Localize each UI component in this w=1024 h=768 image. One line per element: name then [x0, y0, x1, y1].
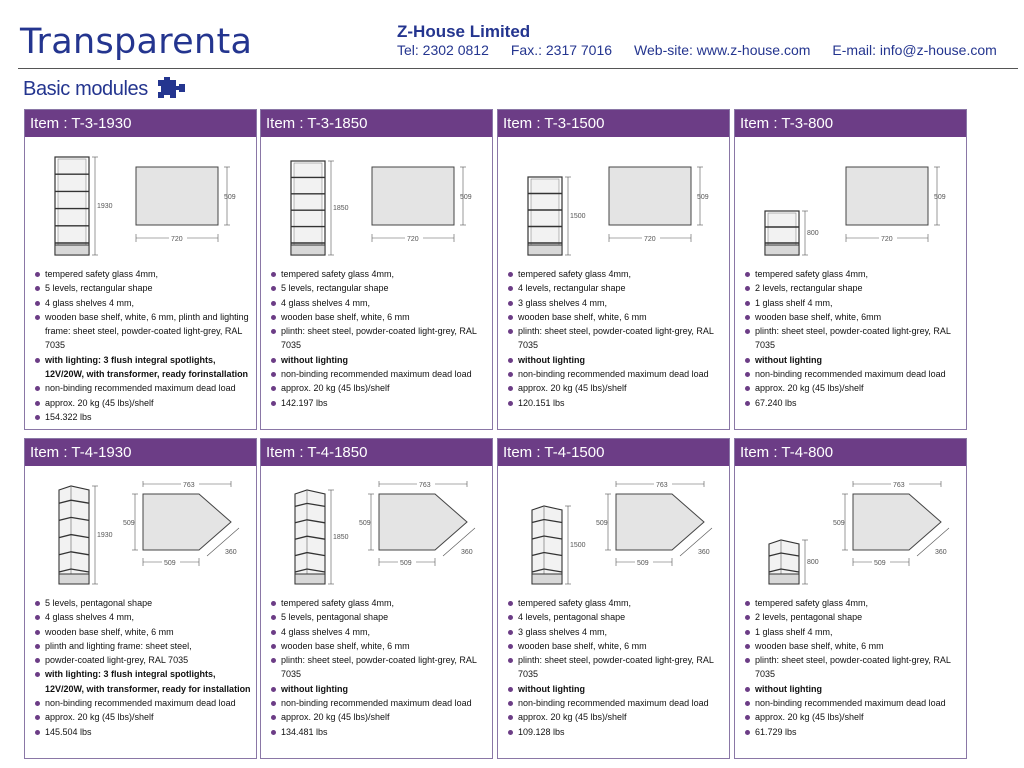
section-title: Basic modules — [23, 78, 148, 100]
spec-item: tempered safety glass 4mm, — [271, 267, 488, 281]
spec-item: approx. 20 kg (45 lbs)/shelf — [508, 710, 725, 724]
spec-item: 154.322 lbs — [35, 410, 252, 424]
depth-label: 509 — [934, 194, 946, 201]
technical-drawing — [25, 466, 258, 596]
product-drawing — [498, 466, 729, 596]
spec-item: 5 levels, pentagonal shape — [35, 596, 252, 610]
product-drawing — [498, 137, 729, 267]
top-width-label: 763 — [183, 482, 195, 489]
spec-item: 67.240 lbs — [745, 396, 962, 410]
width-label: 720 — [407, 236, 419, 243]
spec-item: non-binding recommended maximum dead load — [271, 696, 488, 710]
height-label: 1850 — [333, 534, 349, 541]
technical-drawing — [735, 137, 968, 267]
spec-item: approx. 20 kg (45 lbs)/shelf — [745, 710, 962, 724]
email-link[interactable]: E-mail: info@z-house.com — [832, 42, 997, 58]
spec-item: approx. 20 kg (45 lbs)/shelf — [745, 381, 962, 395]
base-width-label: 509 — [637, 560, 649, 567]
technical-drawing — [261, 137, 494, 267]
spec-item: tempered safety glass 4mm, — [745, 267, 962, 281]
height-label: 1930 — [97, 532, 113, 539]
spec-list — [261, 267, 492, 410]
card-title: Item : T-3-1500 — [498, 110, 729, 137]
product-card — [24, 438, 257, 759]
product-drawing — [25, 137, 256, 267]
spec-item: tempered safety glass 4mm, — [508, 267, 725, 281]
spec-item: plinth: sheet steel, powder-coated light-grey, RAL 7035 — [745, 653, 962, 682]
height-label: 800 — [807, 559, 819, 566]
spec-item: with lighting: 3 flush integral spotlights, 12V/20W, with transformer, ready forinstallation — [35, 353, 252, 382]
product-card — [497, 438, 730, 759]
technical-drawing — [498, 137, 731, 267]
height-label: 800 — [807, 230, 819, 237]
product-drawing — [25, 466, 256, 596]
spec-item: approx. 20 kg (45 lbs)/shelf — [271, 710, 488, 724]
spec-item: 1 glass shelf 4 mm, — [745, 625, 962, 639]
spec-item: 142.197 lbs — [271, 396, 488, 410]
company-name: Z-House Limited — [397, 22, 531, 41]
spec-item: powder-coated light-grey, RAL 7035 — [35, 653, 252, 667]
spec-item: wooden base shelf, white, 6 mm — [508, 310, 725, 324]
spec-item: 109.128 lbs — [508, 725, 725, 739]
height-label: 1850 — [333, 205, 349, 212]
card-title: Item : T-4-1850 — [261, 439, 492, 466]
product-drawing — [261, 137, 492, 267]
spec-item: wooden base shelf, white, 6 mm — [271, 639, 488, 653]
spec-item: 4 glass shelves 4 mm, — [35, 296, 252, 310]
spec-item: without lighting — [271, 682, 488, 696]
spec-list — [498, 596, 729, 739]
depth-label: 509 — [123, 520, 135, 527]
width-label: 720 — [644, 236, 656, 243]
spec-list — [261, 596, 492, 739]
spec-item: plinth and lighting frame: sheet steel, — [35, 639, 252, 653]
top-width-label: 763 — [419, 482, 431, 489]
diagonal-label: 360 — [935, 549, 947, 556]
product-card — [24, 109, 257, 430]
height-label: 1500 — [570, 542, 586, 549]
spec-item: without lighting — [745, 682, 962, 696]
spec-item: plinth: sheet steel, powder-coated light-grey, RAL 7035 — [271, 653, 488, 682]
spec-item: approx. 20 kg (45 lbs)/shelf — [508, 381, 725, 395]
spec-item: 5 levels, pentagonal shape — [271, 610, 488, 624]
puzzle-icon — [156, 77, 186, 101]
spec-item: without lighting — [508, 353, 725, 367]
spec-item: 1 glass shelf 4 mm, — [745, 296, 962, 310]
website-link[interactable]: Web-site: www.z-house.com — [634, 42, 811, 58]
spec-item: tempered safety glass 4mm, — [35, 267, 252, 281]
spec-item: plinth: sheet steel, powder-coated light-grey, RAL 7035 — [508, 653, 725, 682]
technical-drawing — [498, 466, 731, 596]
spec-item: 5 levels, rectangular shape — [271, 281, 488, 295]
product-drawing — [735, 137, 966, 267]
spec-item: plinth: sheet steel, powder-coated light-grey, RAL 7035 — [508, 324, 725, 353]
spec-item: wooden base shelf, white, 6 mm — [508, 639, 725, 653]
base-width-label: 509 — [400, 560, 412, 567]
spec-list — [735, 267, 966, 410]
card-title: Item : T-3-1930 — [25, 110, 256, 137]
spec-item: 4 glass shelves 4 mm, — [271, 296, 488, 310]
spec-item: with lighting: 3 flush integral spotlights, 12V/20W, with transformer, ready for installation — [35, 667, 252, 696]
depth-label: 509 — [359, 520, 371, 527]
brand-logo-text: Transparenta — [20, 22, 253, 62]
top-width-label: 763 — [893, 482, 905, 489]
product-card — [734, 438, 967, 759]
spec-item: approx. 20 kg (45 lbs)/shelf — [271, 381, 488, 395]
spec-item: non-binding recommended maximum dead load — [508, 696, 725, 710]
top-width-label: 763 — [656, 482, 668, 489]
diagonal-label: 360 — [698, 549, 710, 556]
spec-item: approx. 20 kg (45 lbs)/shelf — [35, 710, 252, 724]
technical-drawing — [25, 137, 258, 267]
spec-item: 4 glass shelves 4 mm, — [271, 625, 488, 639]
spec-item: non-binding recommended maximum dead load — [35, 381, 252, 395]
spec-item: 145.504 lbs — [35, 725, 252, 739]
contact-line — [397, 42, 997, 58]
spec-item: plinth: sheet steel, powder-coated light-grey, RAL 7035 — [271, 324, 488, 353]
width-label: 720 — [881, 236, 893, 243]
spec-item: plinth: sheet steel, powder-coated light-grey, RAL 7035 — [745, 324, 962, 353]
height-label: 1930 — [97, 203, 113, 210]
depth-label: 509 — [460, 194, 472, 201]
base-width-label: 509 — [164, 560, 176, 567]
spec-item: tempered safety glass 4mm, — [271, 596, 488, 610]
product-card — [260, 438, 493, 759]
spec-item: tempered safety glass 4mm, — [508, 596, 725, 610]
card-title: Item : T-4-1930 — [25, 439, 256, 466]
product-drawing — [261, 466, 492, 596]
spec-item: non-binding recommended maximum dead load — [271, 367, 488, 381]
diagonal-label: 360 — [225, 549, 237, 556]
spec-item: without lighting — [508, 682, 725, 696]
card-title: Item : T-3-800 — [735, 110, 966, 137]
spec-item: non-binding recommended maximum dead load — [745, 367, 962, 381]
depth-label: 509 — [224, 194, 236, 201]
card-title: Item : T-3-1850 — [261, 110, 492, 137]
product-drawing — [735, 466, 966, 596]
spec-list — [25, 596, 256, 739]
spec-item: wooden base shelf, white, 6 mm — [745, 639, 962, 653]
spec-list — [498, 267, 729, 410]
spec-item: wooden base shelf, white, 6mm — [745, 310, 962, 324]
card-title: Item : T-4-800 — [735, 439, 966, 466]
spec-item: wooden base shelf, white, 6 mm, plinth and lighting frame: sheet steel, powder-coated light-grey, RAL 7035 — [35, 310, 252, 353]
width-label: 720 — [171, 236, 183, 243]
spec-item: 120.151 lbs — [508, 396, 725, 410]
product-card — [497, 109, 730, 430]
spec-item: tempered safety glass 4mm, — [745, 596, 962, 610]
fax-text: Fax.: 2317 7016 — [510, 42, 613, 58]
technical-drawing — [735, 466, 968, 596]
spec-item: without lighting — [745, 353, 962, 367]
spec-item: non-binding recommended maximum dead load — [508, 367, 725, 381]
spec-item: 4 glass shelves 4 mm, — [35, 610, 252, 624]
header-divider — [18, 68, 1018, 69]
spec-item: 134.481 lbs — [271, 725, 488, 739]
spec-item: wooden base shelf, white, 6 mm — [35, 625, 252, 639]
spec-item: approx. 20 kg (45 lbs)/shelf — [35, 396, 252, 410]
spec-list — [735, 596, 966, 739]
tel-text: Tel: 2302 0812 — [397, 42, 489, 58]
depth-label: 509 — [697, 194, 709, 201]
spec-item: 3 glass shelves 4 mm, — [508, 625, 725, 639]
depth-label: 509 — [833, 520, 845, 527]
spec-item: 4 levels, pentagonal shape — [508, 610, 725, 624]
spec-item: 4 levels, rectangular shape — [508, 281, 725, 295]
height-label: 1500 — [570, 213, 586, 220]
spec-item: 61.729 lbs — [745, 725, 962, 739]
product-card — [260, 109, 493, 430]
diagonal-label: 360 — [461, 549, 473, 556]
spec-item: 3 glass shelves 4 mm, — [508, 296, 725, 310]
spec-item: wooden base shelf, white, 6 mm — [271, 310, 488, 324]
technical-drawing — [261, 466, 494, 596]
spec-item: 2 levels, rectangular shape — [745, 281, 962, 295]
spec-item: non-binding recommended maximum dead load — [35, 696, 252, 710]
base-width-label: 509 — [874, 560, 886, 567]
spec-item: non-binding recommended maximum dead load — [745, 696, 962, 710]
product-card — [734, 109, 967, 430]
spec-item: 2 levels, pentagonal shape — [745, 610, 962, 624]
spec-item: 5 levels, rectangular shape — [35, 281, 252, 295]
spec-list — [25, 267, 256, 424]
spec-item: without lighting — [271, 353, 488, 367]
depth-label: 509 — [596, 520, 608, 527]
card-title: Item : T-4-1500 — [498, 439, 729, 466]
